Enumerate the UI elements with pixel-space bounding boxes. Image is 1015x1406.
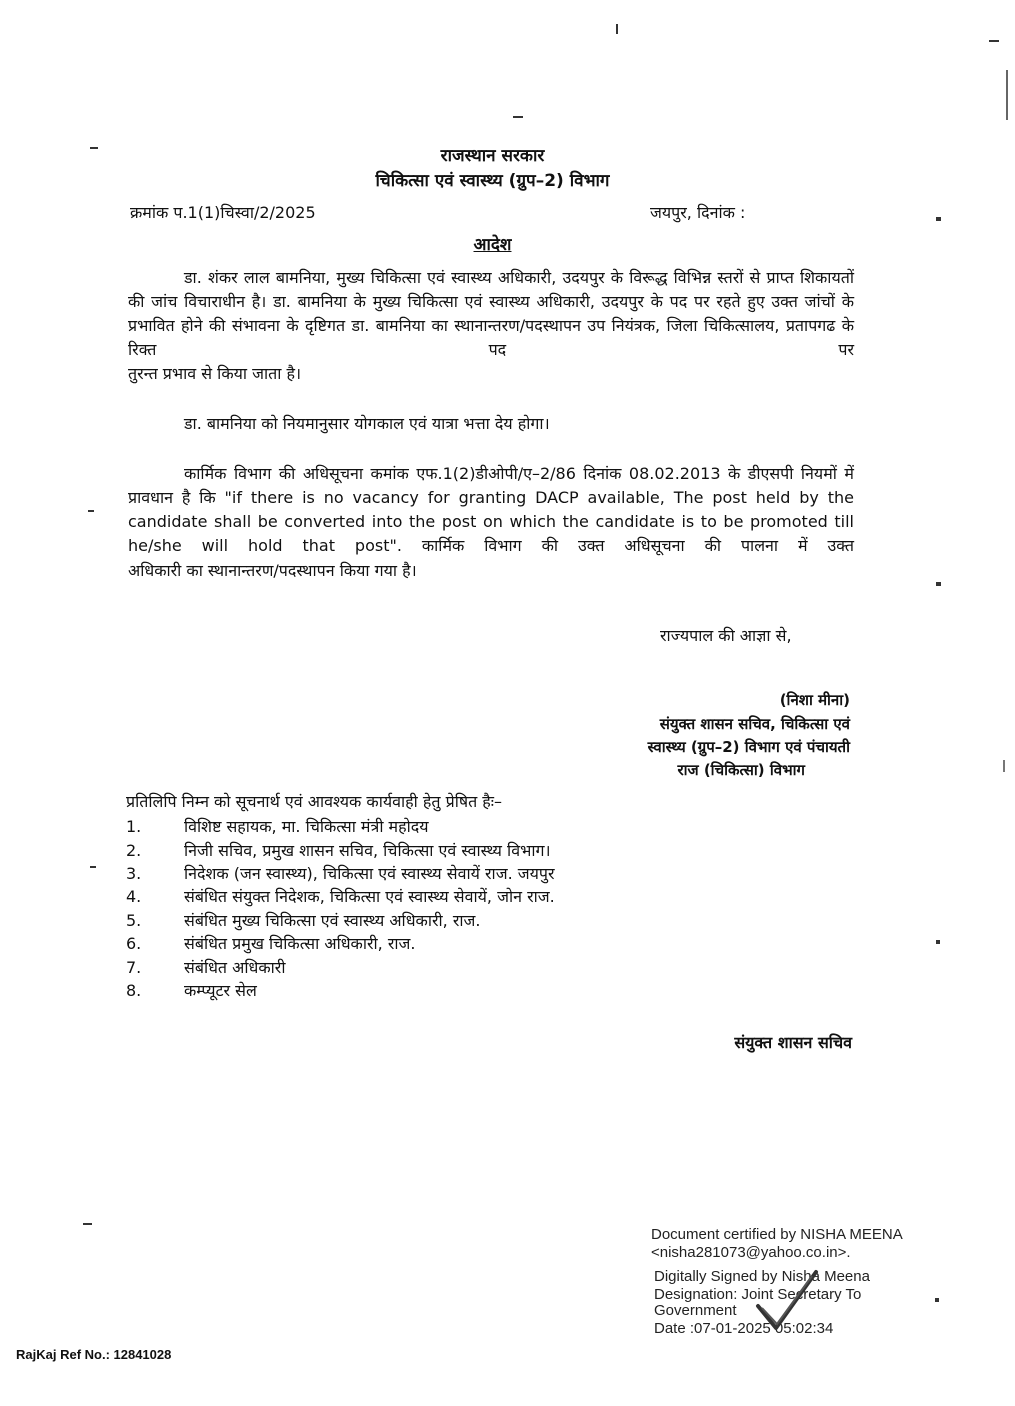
list-item-text: संबंधित मुख्य चिकित्सा एवं स्वास्थ्य अधिकारी, राज. [184, 911, 481, 930]
list-item-text: संबंधित अधिकारी [184, 958, 286, 977]
reference-number: क्रमांक प.1(1)चिस्वा/2/2025 [130, 203, 316, 222]
signatory-designation-line-3: राज (चिकित्सा) विभाग [677, 761, 805, 779]
list-item-number: 7. [126, 958, 142, 977]
scan-speck [616, 24, 618, 34]
signatory-designation-line-1: संयुक्त शासन सचिव, चिकित्सा एवं [659, 715, 850, 733]
list-item [126, 815, 429, 837]
certificate-line-2: <nisha281073@yahoo.co.in>. [651, 1244, 851, 1261]
order-paragraph-2: डा. बामनिया को नियमानुसार योगकाल एवं यात्रा भत्ता देय होगा। [184, 414, 550, 433]
certificate-line-1: Document certified by NISHA MEENA [651, 1226, 903, 1243]
list-item-text: निजी सचिव, प्रमुख शासन सचिव, चिकित्सा एवं स्वास्थ्य विभाग। [184, 841, 551, 860]
footer-signatory: संयुक्त शासन सचिव [734, 1033, 852, 1052]
list-item-text: संबंधित संयुक्त निदेशक, चिकित्सा एवं स्वास्थ्य सेवायें, जोन राज. [184, 887, 555, 906]
list-item-number: 5. [126, 911, 142, 930]
rajkaj-reference: RajKaj Ref No.: 12841028 [16, 1347, 172, 1362]
list-item [126, 956, 285, 978]
signatory-name: (निशा मीना) [779, 691, 850, 709]
scan-speck [1003, 760, 1005, 772]
list-item [126, 932, 416, 954]
list-item [126, 909, 480, 931]
scan-speck [83, 1223, 92, 1225]
list-item-number: 2. [126, 841, 142, 860]
by-order-line: राज्यपाल की आज्ञा से, [660, 626, 792, 645]
list-item [126, 862, 555, 884]
scan-speck [88, 510, 94, 512]
copy-intro: प्रतिलिपि निम्न को सूचनार्थ एवं आवश्यक कार्यवाही हेतु प्रेषित हैः– [126, 792, 503, 811]
scan-speck [90, 866, 96, 868]
certificate-line-6: Date :07-01-2025 05:02:34 [654, 1320, 834, 1337]
list-item-text: संबंधित प्रमुख चिकित्सा अधिकारी, राज. [184, 934, 416, 953]
list-item [126, 839, 551, 861]
order-paragraph-3-end: अधिकारी का स्थानान्तरण/पदस्थापन किया गया है। [128, 561, 417, 580]
order-paragraph-1-end: तुरन्त प्रभाव से किया जाता है। [128, 364, 302, 383]
list-item [126, 885, 555, 907]
list-item-text: विशिष्ट सहायक, मा. चिकित्सा मंत्री महोदय [184, 817, 429, 836]
order-title: आदेश [473, 235, 512, 255]
list-item [126, 979, 257, 1001]
scan-speck [90, 147, 98, 149]
certificate-line-5: Government [654, 1302, 737, 1319]
signature-check-icon [752, 1268, 822, 1338]
list-item-number: 4. [126, 887, 142, 906]
certificate-line-3: Digitally Signed by Nisha Meena [654, 1268, 870, 1285]
list-item-text: निदेशक (जन स्वास्थ्य), चिकित्सा एवं स्वास्थ्य सेवायें राज. जयपुर [184, 864, 555, 883]
certificate-line-4: Designation: Joint Secretary To [654, 1286, 862, 1303]
department-heading: चिकित्सा एवं स्वास्थ्य (ग्रुप–2) विभाग [375, 171, 610, 191]
scan-speck [1006, 70, 1008, 120]
list-item-number: 6. [126, 934, 142, 953]
govt-heading: राजस्थान सरकार [440, 146, 545, 166]
scan-speck [936, 940, 940, 944]
list-item-number: 3. [126, 864, 142, 883]
place-date: जयपुर, दिनांक : [650, 203, 746, 222]
order-paragraph-1: डा. शंकर लाल बामनिया, मुख्य चिकित्सा एवं स्वास्थ्य अधिकारी, उदयपुर के विरूद्ध विभिन्न स्तरों से प्राप्त शिकायतों की जांच विचाराधीन है। डा. बामनिया के मुख्य चिकित्सा एवं स्वास्थ्य अधिकारी, उदयपुर के पद पर रहते हुए उक्त जांचों के प्रभावित होने की संभावना के दृष्टिगत डा. बामनिया का स्थानान्तरण/पदस्थापन उप नियंत्रक, जिला चिकित्सालय, प्रतापगढ के रिक्त पद पर [128, 268, 854, 359]
signatory-designation-line-2: स्वास्थ्य (ग्रुप–2) विभाग एवं पंचायती [647, 738, 850, 756]
list-item-number: 1. [126, 817, 142, 836]
list-item-number: 8. [126, 981, 142, 1000]
scan-speck [936, 582, 941, 586]
order-paragraph-3: कार्मिक विभाग की अधिसूचना कमांक एफ.1(2)डीओपी/ए–2/86 दिनांक 08.02.2013 के डीएसपी नियमों में प्रावधान है कि "if there is no vacancy for granting DACP available, The post held by the candidate shall be converted into the post on which the candidate is to be promoted till he/she will hold that post". कार्मिक विभाग की उक्त अधिसूचना की पालना में उक्त [128, 464, 854, 555]
scan-speck [935, 1298, 939, 1302]
list-item-text: कम्प्यूटर सेल [184, 981, 257, 1000]
scan-speck [513, 116, 523, 118]
scan-speck [989, 40, 999, 42]
scan-speck [936, 217, 941, 221]
